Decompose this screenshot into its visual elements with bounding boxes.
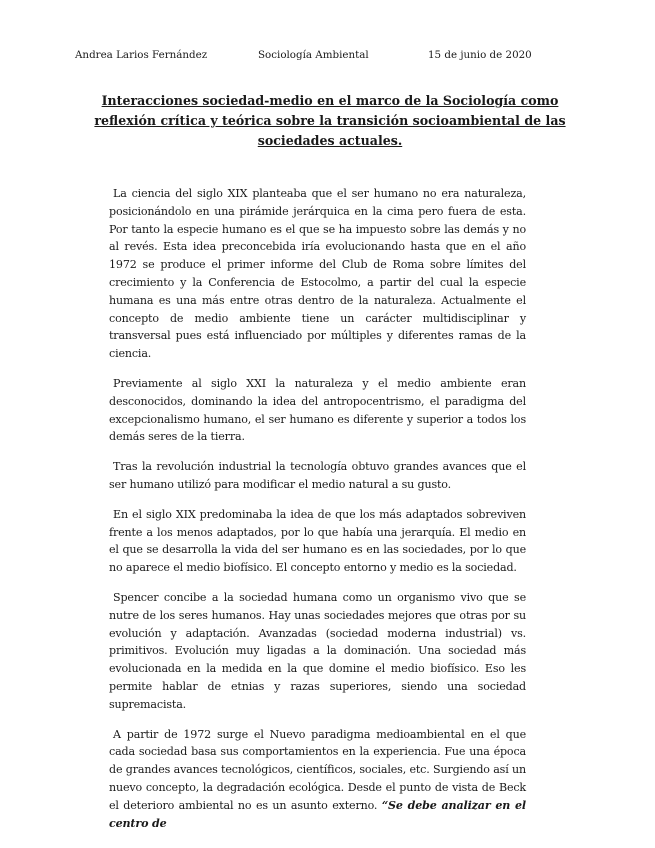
paragraph-5: Spencer concibe a la sociedad humana como un organismo vivo que se nutre de los seres humanos. Hay unas sociedades mejores que otras por su evolución y adaptación. Avanzadas (sociedad moderna industrial) vs. primitivos. Evolución muy ligadas a la dominación. Una sociedad más evolucionada en la medida en la que domine el medio biofísico. Eso les permite hablar de etnias y razas superiores, siendo una sociedad supremacista. (109, 590, 526, 711)
paragraph-6-text: A partir de 1972 surge el Nuevo paradigma medioambiental en el que cada sociedad basa sus comportamientos en la experiencia. Fue una época de grandes avances tecnológicos, científicos, sociales, etc. Surgiendo así un nuevo concepto, la degradación ecológica. Desde el punto de vista de Beck el deterioro ambiental no es un asunto externo. (109, 727, 526, 812)
paragraph-2: Previamente al siglo XXI la naturaleza y el medio ambiente eran desconocidos, dominando la idea del antropocentrismo, el paradigma del excepcionalismo humano, el ser humano es diferente y superior a todos los demás seres de la tierra. (109, 376, 526, 444)
header-author: Andrea Larios Fernández (75, 49, 208, 61)
page-header (75, 49, 535, 65)
header-date: 15 de junio de 2020 (428, 49, 532, 61)
paragraph-1: La ciencia del siglo XIX planteaba que el ser humano no era naturaleza, posicionándolo en una pirámide jerárquica en la cima pero fuera de esta. Por tanto la especie humano es el que se ha impuesto sobre las demás y no al revés. Esta idea preconcebida iría evolucionando hasta que en el año 1972 se produce el primer informe del Club de Roma sobre límites del crecimiento y la Conferencia de Estocolmo, a partir del cual la especie humana es una más entre otras dentro de la naturaleza. Actualmente el concepto de medio ambiente tiene un carácter multidisciplinar y transversal pues está influenciado por múltiples y diferentes ramas de la ciencia. (109, 187, 526, 361)
paragraph-6-quote: “Se debe analizar en el centro de (109, 798, 526, 830)
paragraph-4: En el siglo XIX predominaba la idea de que los más adaptados sobreviven frente a los menos adaptados, por lo que había una jerarquía. El medio en el que se desarrolla la vida del ser humano es en las sociedades, por lo que no aparece el medio biofísico. El concepto entorno y medio es la sociedad. (109, 507, 526, 575)
paragraph-3: Tras la revolución industrial la tecnología obtuvo grandes avances que el ser humano utilizó para modificar el medio natural a su gusto. (109, 460, 526, 491)
document-body (109, 185, 526, 844)
header-subject: Sociología Ambiental (258, 49, 369, 61)
paragraph-6 (109, 726, 526, 833)
document-title: Interacciones sociedad-medio en el marco de la Sociología como reflexión crítica y teórica sobre la transición socioambiental de las sociedades actuales. (94, 93, 566, 148)
